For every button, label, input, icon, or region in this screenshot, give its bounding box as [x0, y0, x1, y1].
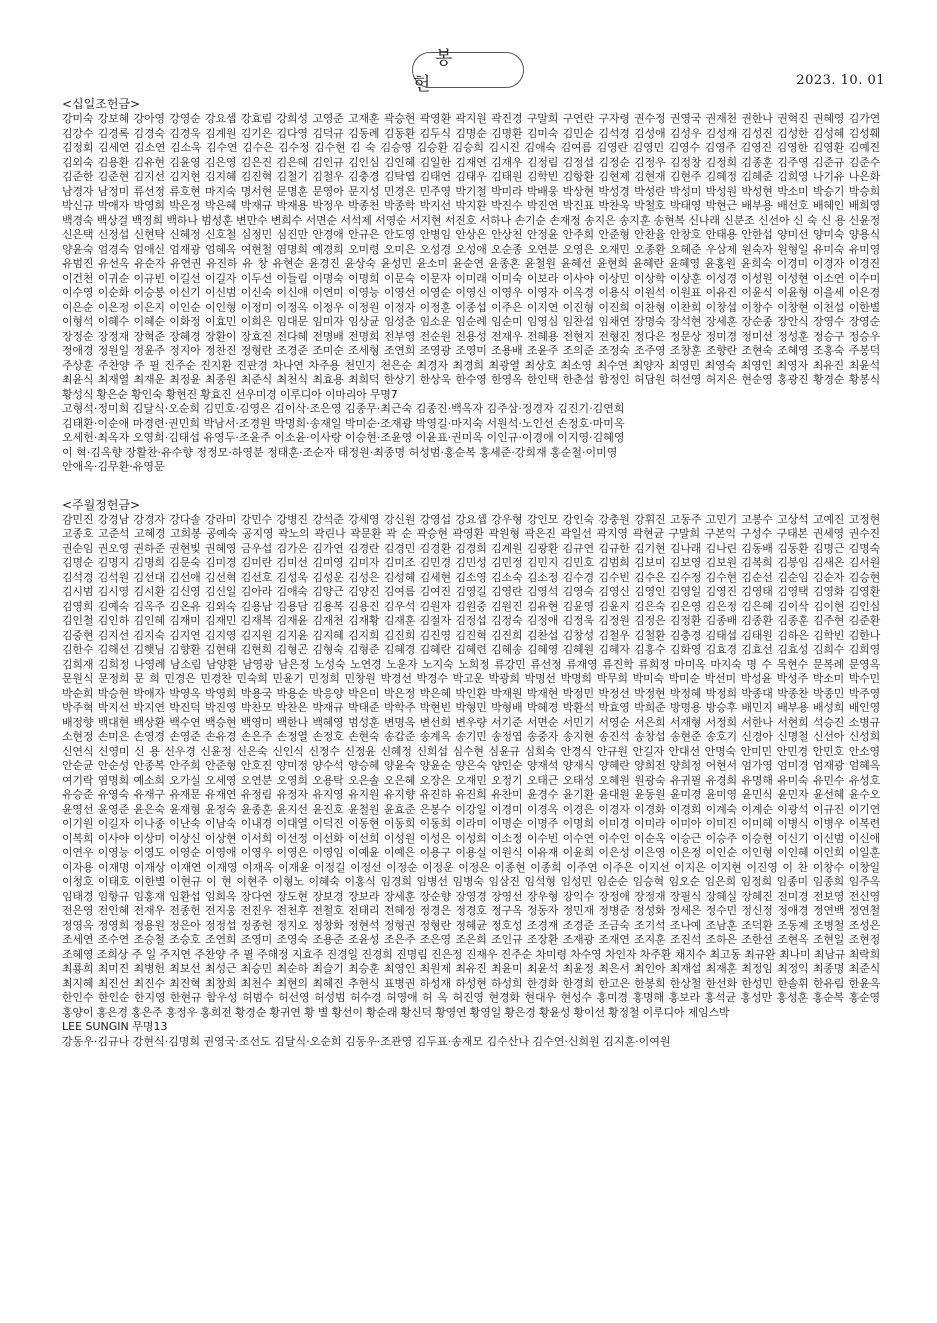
- monthly-heading: <주월정헌금>: [62, 497, 141, 512]
- page-title: 봉 헌: [412, 52, 524, 88]
- tithe-couples-line: 김태환·이순애 마경련·권민희 박남서·조경원 박명희·송재일 박미순·조재광 박영길·마지숙 서원석·노인선 손정호·마미옥: [62, 416, 625, 430]
- monthly-couples-line: 강동우·김규나 강현식·김명희 권영국·조선도 김달식·오순희 김동우·조관영 김두표·송재모 김수산나 김수연·신희원 김지훈·이여원: [62, 1034, 671, 1048]
- tithe-couples-line: 고형석·정미희 김달식·오순희 김민호·김영은 김이삭·조은영 김종무·최근숙 김종진·백옥자 김주삼·정경자 김진기·김연희: [62, 402, 625, 415]
- tithe-heading: <십일조헌금>: [62, 97, 141, 111]
- date-label: 2023. 10. 01: [796, 73, 885, 88]
- tithe-couples-line: 안애옥·김무환·유영문: [62, 460, 165, 473]
- monthly-section: [62, 497, 880, 1050]
- tithe-couples-line: 오세헌·최옥자 오영희·김태섭 유영두·조윤주 이소윤·이사랑 이승현·조윤영 이윤표·권미옥 이인규·이경애 이지영·김혜영: [62, 431, 625, 444]
- section-gap: [62, 475, 880, 497]
- tithe-couples-line: 이 혁·김옥향 장활찬·유수향 정정모·하영분 정태훈·조순자 태정원·최종명 허성범·홍순복 홍세준·강희재 홍순철·이미영: [62, 445, 618, 459]
- tithe-names: 강미숙 강보혜 강아영 강영순 강요셉 강효림 강희성 고영준 고재훈 곽승현 곽영환 곽지원 곽진경 구말희 구연란 구자령 권수정 권영국 권재천 권한나 권혁진 권혜영 김가연 김강수 김경록 김경숙 김경욱 김계원 김기은 김다영 김덕규 김동례 김동환 김두식 김명순 김명환 김미숙 김민순 김석경 김성애 김성우 김성재 김성진 김성한 김성혜 김성훼 김정회 김세연 김소연 김소욱 김수연 김수은 김수정 김수현 김 숙 김승영 김승환 김승희 김시진 김애숙 김여름 김영란 김영민 김영수 김영주 김영진 김영한 김영환 김예진 김외숙 김용환 김유현 김윤영 김은영 김은진 김은혜 김인규 김인심 김인혜 김일한 김재연 김재우 김정림 김정섭 김정순 김정우 김정창 김정희 김종훈 김주영 김준규 김준수 김준한 김준현 김지선 김지현 김지혜 김진혁 김철기 김철우 김충경 김탁엽 김태연 김태우 김태원 김학빈 김항환 김현제 김현재 김현주 김혜정 김혜준 김희영 나기유 나은화 남경자 남정미 류선정 류호현 마지숙 명서현 문명훈 문영아 문지성 민경은 민주영 박기철 박미라 박배웅 박상현 박성경 박성란 박성미 박성원 박성현 박소미 박승기 박승희 박신규 박애자 박영희 박은정 박은혜 박재규 박재용 박정우 박종천 박종학 박지선 박지환 박진수 박진연 박진표 박찬욱 박철호 박태영 박현근 배부용 배선호 배혜인 배희영 백경숙 백상걸 백정희 백하나 범성훈 변만수 변희수 서면순 서석제 서영순 서지현 서진호 서하나 손기순 손재정 송지은 송지훈 송현복 신나래 신분조 신선아 신 숙 신 용 신윤정 신은택 신정섭 신현탁 신혜정 신호철 심정민 심진만 안경애 안규은 안도영 안병임 안상은 안상천 안정윤 안주희 안준형 안찬율 안창호 안태용 안한섭 양미선 양미숙 양용식 양윤숙 엄경숙 엄애신 엄재광 엄혜옥 여현철 염명희 예경희 오미령 오미은 오성경 오성애 오순종 오연분 오영은 오재민 오종환 오혜준 우삼제 원숙자 원형일 유미숙 유미영 유범진 유선옥 유순자 유연권 유진하 유 창 유현순 윤경진 윤상숙 윤성민 윤소미 윤순연 윤종혼 윤철원 윤혜선 윤현희 윤혜란 윤혜영 윤홍원 윤희숙 이경미 이경자 이경진 이건천 이귀순 이규빈 이길선 이길자 이두선 이들림 이명숙 이명희 이문숙 이문자 이미래 이미숙 이보라 이사야 이상민 이상학 이상훈 이성경 이성원 이성현 이소연 이수미 이수영 이순화 이승봉 이신기 이신범 이신숙 이신애 이연미 이영능 이영선 이영순 이영신 이영우 이영자 이옥경 이용식 이원석 이원표 이유진 이윤식 이윤형 이을세 이은경 이은순 이은정 이은지 이인순 이인형 이정미 이정옥 이정우 이정원 이정자 이정훈 이종섭 이주은 이지연 이진형 이진희 이찬형 이찬희 이창섭 이창수 이창현 이천섭 이한별 이형석 이혜수 이혜순 이화정 이효민 이희은 임대문 임미자 임상균 임성춘 임소운 임순례 임순미 임영심 임찬섭 임채연 장명숙 장석현 장세훈 장순종 장안식 장영수 장영순 장정순 장정재 장혁준 장혜경 장환이 장효진 전다혜 전명배 전명희 전부영 전순원 전용성 전재우 전혜용 전현지 전형진 정다은 정문상 정미경 정미선 정성훈 정승구 정승우 정애경 정원일 정윤주 정지아 정찬진 정형란 조경준 조미순 조세형 조연희 조영광 조영미 조용배 조윤주 조의준 조정숙 조주영 조창훈 조향란 조현숙 조혜영 조홍숙 주봉덕 주상훈 주찬양 주 필 진주순 진지환 진판경 차나연 차주용 천민지 천은순 최경자 최경희 최광열 최상호 최소영 최수연 최양자 최영민 최영숙 최영인 최영자 최유진 최윤석 최윤식 최재열 최재운 최정윤 최종원 최준식 최천식 최효용 최희덕 한상기 한상욱 한수영 한영옥 한인택 한춘섭 함정인 허담원 허선영 허지은 현순영 홍광진 황경순 황봉식 황성식 황은순 황인숙 황현진 황효진 선우미경 이루디아 이마리아 무명7: [62, 112, 880, 401]
- offering-list: [62, 96, 880, 1049]
- monthly-extra-line: LEE SUNGIN 무명13: [62, 1020, 168, 1033]
- monthly-names: 감민진 강경남 강경자 강다솔 강라미 강민수 강병진 강석준 강세영 강신원 강영섭 강요셉 강우형 강인모 강인숙 강충원 강휘진 고동주 고민기 고봉수 고상석 고예진 고정현 고종호 고준석 고혜경 고희봉 공예숙 공지영 곽노의 곽린나 곽문환 곽 순 곽승현 곽영환 곽원형 곽은진 곽일선 곽지영 곽현균 구말희 구본익 구성수 구태본 권세영 권수진 권순임 권오영 권하준 권현빛 권혜영 금우섭 김가은 김가연 김경란 김경민 김경환 김경희 김계원 김광환 김규연 김규한 김기현 김나래 김나린 김동배 김동환 김명근 김명숙 김명순 김명지 김명희 김문숙 김미경 김미란 김미선 김미영 김미자 김미조 김민경 김민성 김민정 김민지 김민호 김범희 김보미 김보영 김보원 김복희 김봉임 김새온 김서원 김석경 김석원 김선대 김선애 김선혁 김선호 김성욱 김성운 김성은 김성혜 김세현 김소영 김소숙 김소정 김수경 김수빈 김수은 김수정 김수현 김순선 김순임 김순자 김승현 김시범 김시영 김시환 김신영 김신일 김아라 김애숙 김양근 김양진 김여름 김여진 김영길 김영란 김영석 김영숙 김영신 김영인 김영일 김영진 김영태 김영택 김영화 김영환 김영희 김예숙 김옥주 김온유 김외숙 김용남 김용담 김용복 김용진 김우석 김원자 김원중 김원진 김유현 김윤영 김윤지 김은숙 김은영 김은정 김은혜 김이삭 김이현 김인심 김인철 김인하 김인혜 김재미 김재민 김재복 김재윤 김재천 김재황 김재훈 김절자 김정섭 김정숙 김정애 김정욱 김정원 김정은 김정환 김종배 김종환 김종훈 김주현 김준환 김중현 김지선 김지숙 김지연 김지영 김지원 김지윤 김지혜 김지희 김진희 김진영 김진혁 김진희 김찬섭 김창성 김철우 김철환 김충경 김태섭 김태원 김하은 김학빈 김한나 김한수 김해선 김햇님 김향환 김현태 김현희 김형곤 김형숙 김형준 김혜경 김혜란 김혜련 김혜송 김혜영 김혜원 김혜자 김홍수 김화영 김효경 김효선 김효성 김희수 김희영 김희재 김희정 나영례 남소림 남양환 남영광 남은정 노성숙 노연경 노운자 노지숙 노희정 류강민 류선정 류재영 류진학 류희정 마미옥 마지숙 명 수 목현수 문복례 문영옥 문원식 문정희 문 희 민경은 민경찬 민숙희 민윤기 민정희 민창원 박경선 박경수 박고운 박광희 박명선 박명희 박무희 박미숙 박미순 박선미 박성윤 박성주 박소미 박수민 박순희 박승현 박애자 박영옥 박영희 박용국 박용순 박응양 박은미 박은정 박은혜 박인환 박재원 박재현 박정민 박정선 박정현 박정혜 박정희 박종대 박종찬 박종민 박주영 박주혁 박지선 박지연 박진덕 박진영 박찬모 박찬은 박재규 박태준 박학주 박현빈 박형민 박형배 박혜경 박환석 박효영 박희준 방명용 방승후 배민지 배부용 배성희 배인영 배정향 백대현 백상환 백수연 백승현 백영미 백한나 백혜영 범성훈 변명옥 변선희 변우량 서기준 서면순 서민기 서영순 서은희 서재형 서정희 서한나 서현희 석승진 소병규 소현정 손미은 손영경 손영준 손유경 손은주 손정열 손정호 손현숙 송갑준 송계옥 송기민 송정엽 송중자 송지현 송진석 송창섭 송현준 송호기 신경아 신명철 신선아 신성희 신연식 신영미 신 용 신우경 신윤정 신은숙 신인식 신정수 신정윤 신혜정 신희섭 심수현 심윤규 심희숙 안경식 안규원 안길자 안대선 안명숙 안미민 안민경 안민호 안소영 안순균 안순성 안종복 안주희 안준형 안호진 양미정 양수석 양승혜 양윤숙 양윤순 양은숙 양인순 양재석 양재식 양혜란 양희전 양희정 어현서 엄가영 엄미경 엄재광 엄혜옥 여기락 염명희 예소희 오가실 오세영 오연분 오영희 오용탁 오은솔 오은혜 오장은 오재민 오정기 오태근 오태성 오혜원 원광숙 유귀필 유경희 유명해 유미숙 유민수 유성호 유승준 유영숙 유재구 유재문 유재연 유정림 유정자 유지영 유지원 유지향 유진하 유진희 유찬미 윤경수 윤기환 윤대원 윤동원 윤미경 윤미영 윤민식 윤민자 윤선혜 윤수오 윤영선 윤영준 윤은숙 윤재형 윤정숙 윤종훈 윤지선 윤진호 윤철원 윤효준 은봉수 이강일 이경미 이경옥 이경은 이경자 이경화 이경희 이계숙 이계순 이광석 이규진 이기연 이기원 이길자 이나종 이난숙 이남숙 이내경 이대열 이덕진 이동현 이동희 이동희 이라미 이명순 이명주 이명희 이미경 이미라 이미아 이미진 이미혜 이병식 이병우 이복련 이복희 이사야 이상미 이상신 이상현 이서희 이선정 이선화 이선희 이성원 이성은 이성희 이소정 이수빈 이수연 이수인 이순옥 이승근 이승주 이승현 이신기 이신범 이신애 이연우 이영능 이영도 이영순 이영애 이영우 이영은 이영임 이예윤 이예은 이용구 이용실 이원식 이유재 이윤희 이은성 이은영 이은정 이인순 이인형 이인혜 이인희 이일훈 이자용 이재명 이재상 이재연 이재영 이재옥 이재윤 이정길 이정선 이정순 이정운 이정은 이종현 이종희 이주연 이주은 이지선 이지은 이지현 이진영 이 찬 이창수 이창일 이청호 이태호 이한별 이현규 이 현 이현주 이형노 이혜숙 이홍식 임경희 임병선 임병숙 임삼진 임석형 임성민 임순순 임승혁 임오순 임은희 임정희 임종미 임종희 임주옥 임태경 임항규 임홍재 임환섭 임희옥 장다연 장도현 장보경 장보라 장세훈 장순향 장영경 장영선 장우형 장익수 장정애 장정재 장필식 장혜실 장혜진 전미경 전보영 전신영 전은영 전인혜 전재우 전종헌 전지웅 전진우 전천후 전철호 전태리 전혜정 정경은 정경호 정구옥 정동자 정민재 정병준 정성화 정세은 정수민 정신정 정애경 정연백 정연철 정영옥 정영희 정용원 정은아 정정섭 정종헌 정지오 정창화 정현석 정형권 정형란 정혜균 정호성 조경재 조경준 조금숙 조기석 조나예 조남훈 조덕환 조동제 조병철 조성은 조세연 조수연 조승철 조승호 조연희 조영미 조영숙 조용준 조윤성 조은주 조은영 조은희 조인규 조장환 조재광 조재연 조지훈 조진석 조하은 조한선 조현옥 조현일 조현정 조혜영 조희상 주 일 주지연 주찬양 주 필 주해정 지효주 진경일 진경희 진명림 진은정 진재우 진주순 차미령 차수영 차인자 차주환 채지수 최고동 최규완 최나미 최남규 최락희 최룡희 최미진 최병헌 최보선 최성근 최승민 최순하 최슬기 최승훈 최영인 최원제 최유진 최윤미 최윤석 최윤정 최은서 최인아 최재섭 최재훈 최정임 최정익 최종명 최준식 최지혜 최진선 최진수 최진혁 최창희 최천수 최현의 최혜진 추현식 표병권 하성재 하성현 하성희 한경화 한경희 한고은 한봉희 한상철 한선화 한성민 한솔휘 한유림 한윤옥 한인수 한인순 한지영 한현규 함우성 허범수 허선영 허성범 허수경 허영애 허 옥 허진영 현경화 현대우 현성수 홍미경 홍명해 홍보라 홍석균 홍성만 홍성훈 홍순복 홍순영 홍양이 홍은경 홍은주 홍정우 홍희전 황경순 황귀연 황 별 황선이 황순래 황신덕 황영연 황영일 황은경 황윤성 황이선 황정철 이루디아 제임스박: [62, 512, 880, 1019]
- tithe-section: [62, 96, 880, 475]
